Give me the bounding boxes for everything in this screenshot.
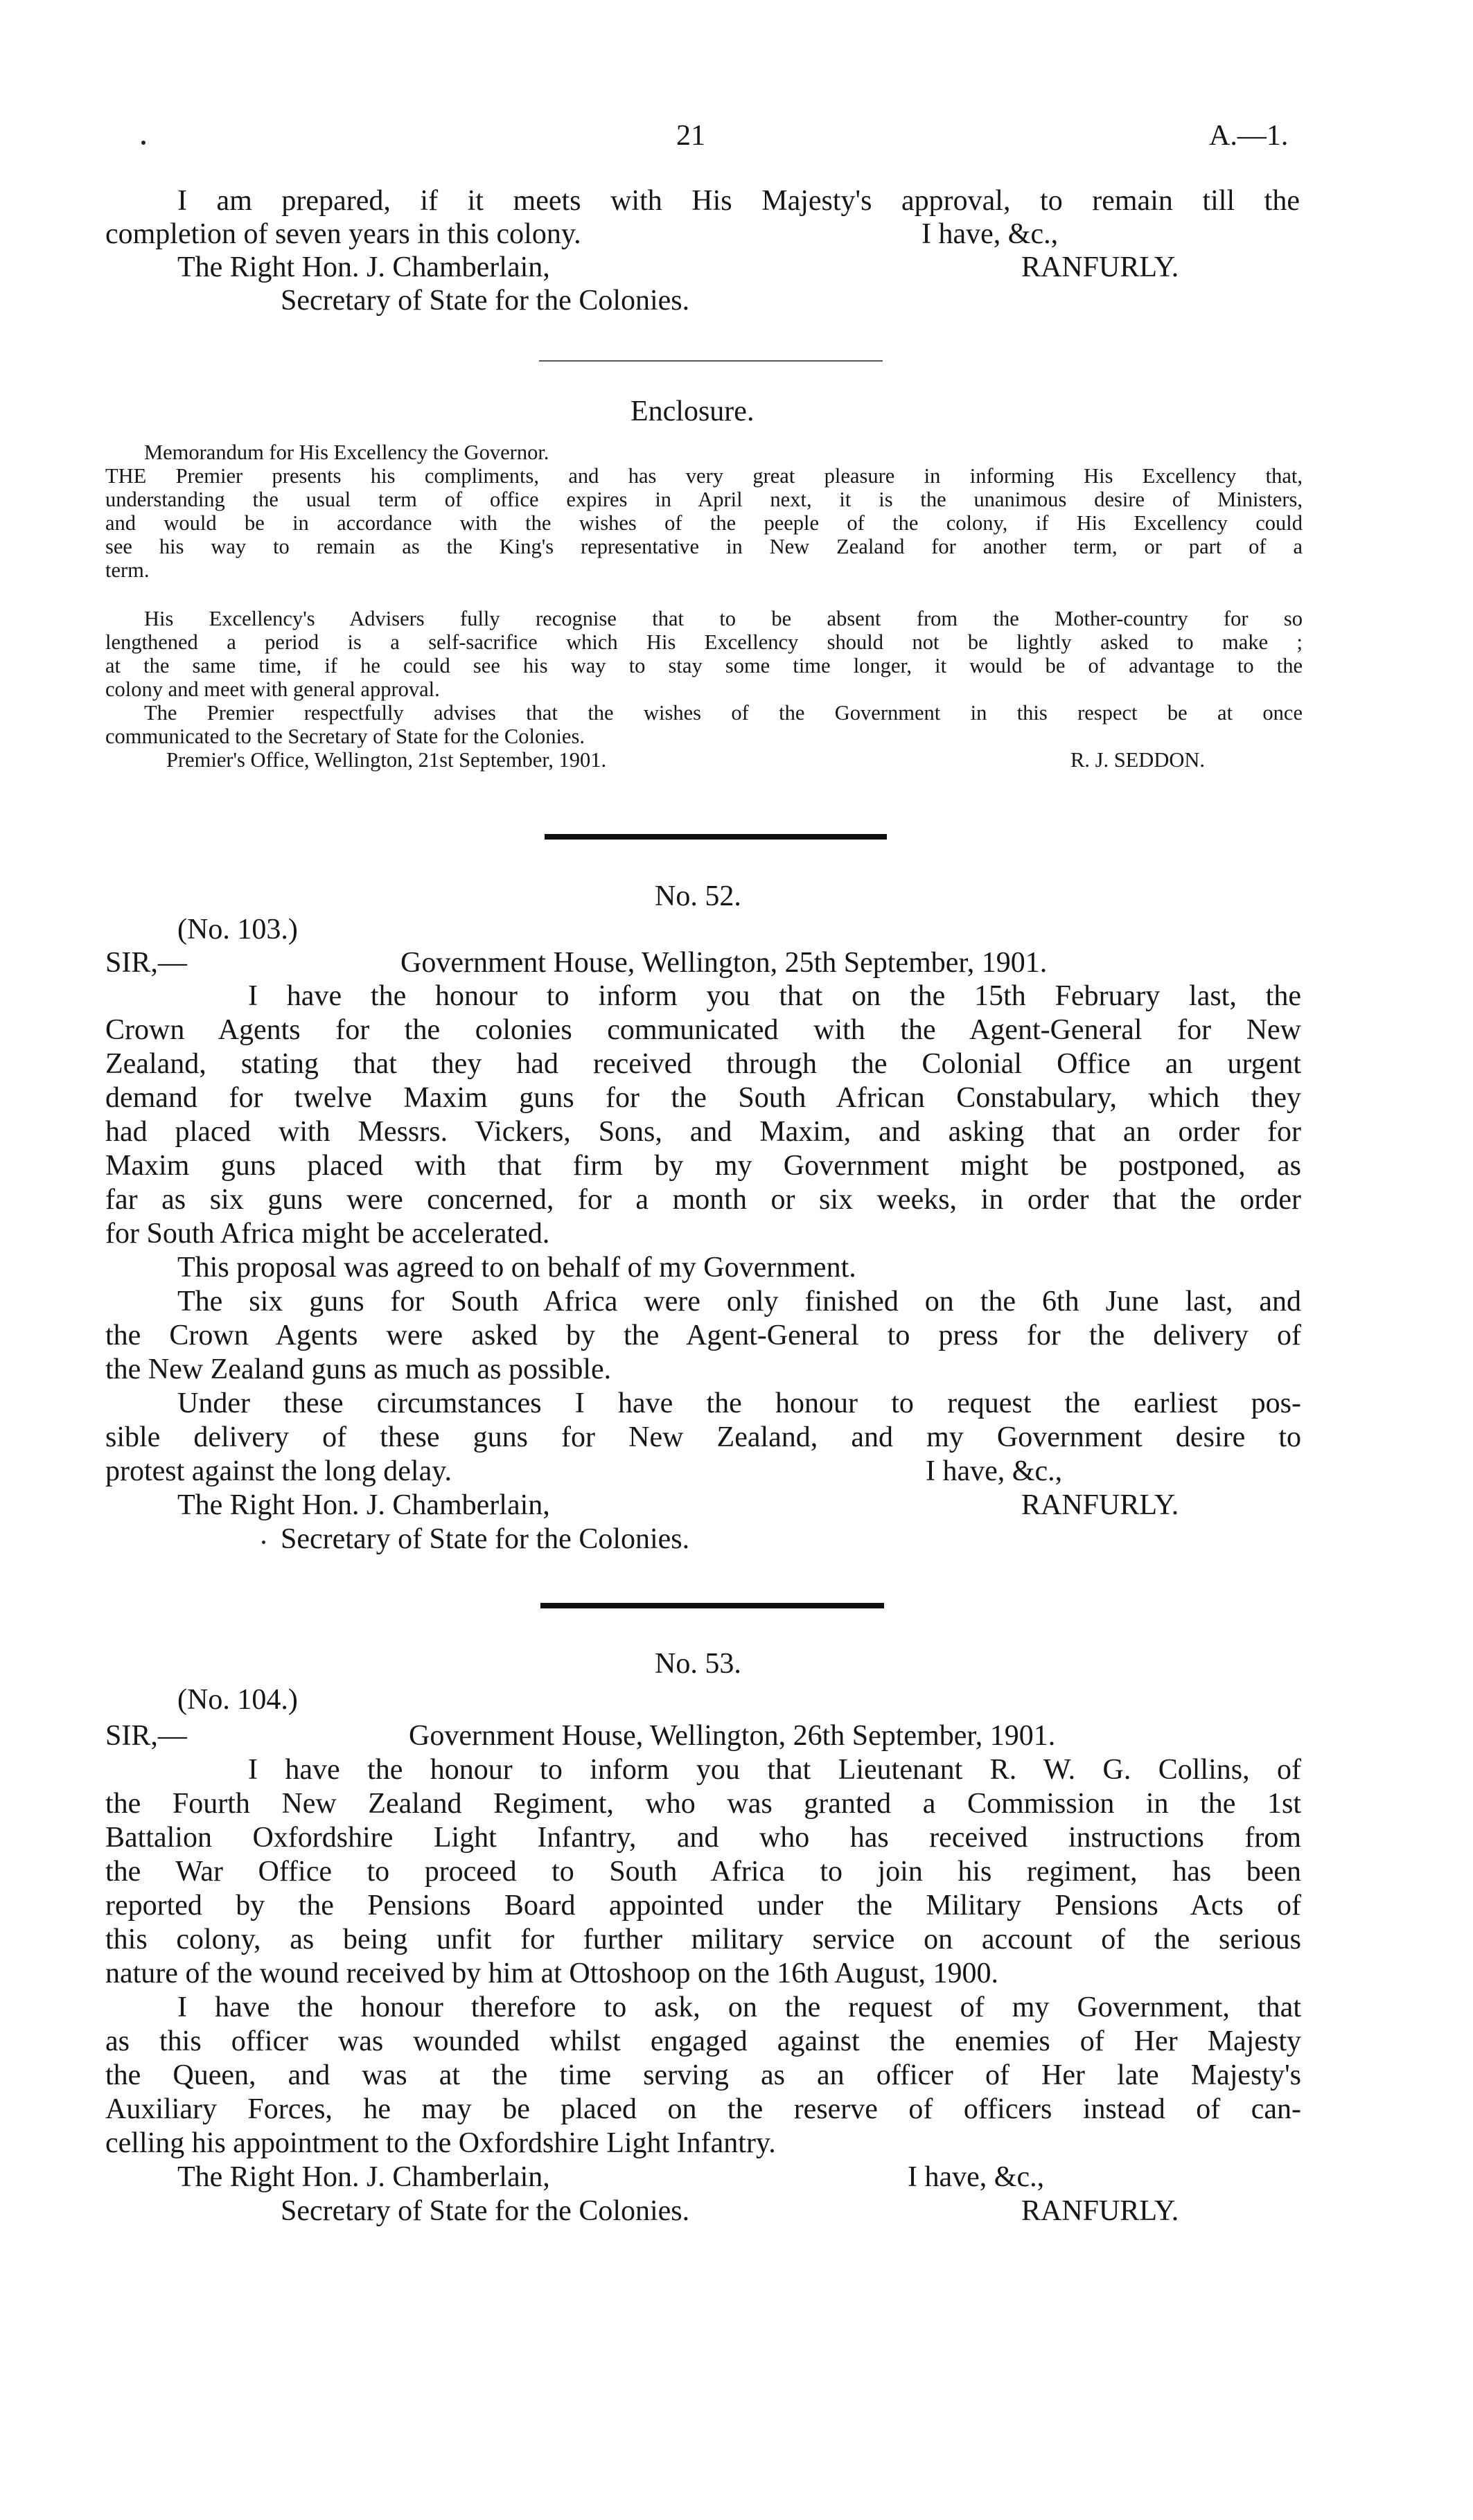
bullet-mark [262, 1541, 265, 1544]
letter-53-line: Auxiliary Forces, he may be placed on the reserve of officers instead of can- [105, 2093, 1301, 2125]
letter-53-line: as this officer was wounded whilst engaged against the enemies of Her Majesty [105, 2025, 1301, 2057]
letter-53-line: nature of the wound received by him at Ottoshoop on the 16th August, 1900. [105, 1958, 998, 1989]
enclosure-signature: R. J. SEDDON. [1070, 748, 1206, 772]
page-number: 21 [676, 120, 705, 152]
letter-53-salutation: SIR,— [105, 1720, 187, 1752]
enclosure-line: His Excellency's Advisers fully recognise that to be absent from the Mother-country for so [144, 607, 1303, 630]
section-divider-thick [540, 1603, 884, 1608]
letter-52-number: No. 52. [655, 880, 741, 912]
letter-52-line: I have the honour to inform you that on the 15th February last, the [248, 980, 1301, 1012]
enclosure-line: see his way to remain as the King's representative in New Zealand for another term, or part of a [105, 535, 1303, 558]
letter-52-ref: (No. 103.) [177, 914, 298, 946]
enclosure-line: communicated to the Secretary of State for the Colonies. [105, 725, 585, 748]
enclosure-line: understanding the usual term of office expires in April next, it is the unanimous desire of Ministers, [105, 488, 1303, 511]
letter-53-signature: RANFURLY. [1021, 2195, 1179, 2227]
letter-53-addressee: The Right Hon. J. Chamberlain, [177, 2161, 550, 2193]
bullet-mark [141, 141, 145, 145]
enclosure-line: The Premier respectfully advises that the wishes of the Government in this respect be at once [144, 701, 1303, 725]
letter-53-line: I have the honour to inform you that Lieutenant R. W. G. Collins, of [248, 1754, 1301, 1786]
letter-53-line: Battalion Oxfordshire Light Infantry, and who has received instructions from [105, 1822, 1301, 1854]
letter-52-line: the Crown Agents were asked by the Agent-General to press for the delivery of [105, 1320, 1301, 1351]
section-divider-thin [539, 360, 883, 362]
letter-52-line: for South Africa might be accelerated. [105, 1218, 550, 1250]
letter-52-addressee-title: Secretary of State for the Colonies. [281, 1523, 690, 1555]
letter-52-salutation: SIR,— [105, 947, 187, 979]
letter-53-line: I have the honour therefore to ask, on the request of my Government, that [177, 1991, 1301, 2023]
enclosure-heading: Enclosure. [630, 396, 755, 427]
letter-52-line: Under these circumstances I have the honour to request the earliest pos- [177, 1387, 1301, 1419]
letter-53-line: celling his appointment to the Oxfordshire Light Infantry. [105, 2127, 776, 2159]
letter-top-addressee-title: Secretary of State for the Colonies. [281, 285, 690, 317]
letter-53-number: No. 53. [655, 1648, 741, 1680]
letter-52-line: Crown Agents for the colonies communicated with the Agent-General for New [105, 1014, 1301, 1046]
letter-53-dateline: Government House, Wellington, 26th September, 1901. [409, 1720, 1056, 1752]
enclosure-line: term. [105, 558, 150, 582]
page-reference: A.—1. [1209, 120, 1289, 152]
section-divider-thick [545, 834, 887, 840]
letter-52-line: protest against the long delay. [105, 1455, 452, 1487]
enclosure-line: at the same time, if he could see his way to stay some time longer, it would be of advantage to the [105, 654, 1303, 677]
memo-title: Memorandum for His Excellency the Governor. [144, 441, 549, 464]
letter-53-line: this colony, as being unfit for further military service on account of the serious [105, 1924, 1301, 1955]
enclosure-line: colony and meet with general approval. [105, 677, 440, 701]
letter-52-dateline: Government House, Wellington, 25th September, 1901. [400, 947, 1048, 979]
letter-53-line: the Queen, and was at the time serving as an officer of Her late Majesty's [105, 2059, 1301, 2091]
letter-top-closing: I have, &c., [921, 218, 1059, 250]
letter-52-line: far as six guns were concerned, for a month or six weeks, in order that the order [105, 1184, 1301, 1216]
letter-53-line: reported by the Pensions Board appointed under the Military Pensions Acts of [105, 1890, 1301, 1922]
letter-52-line: had placed with Messrs. Vickers, Sons, and Maxim, and asking that an order for [105, 1116, 1301, 1148]
enclosure-line: lengthened a period is a self-sacrifice which His Excellency should not be lightly asked to make ; [105, 630, 1303, 654]
letter-53-closing: I have, &c., [908, 2161, 1045, 2193]
letter-53-ref: (No. 104.) [177, 1684, 298, 1716]
letter-top-line-1: I am prepared, if it meets with His Majesty's approval, to remain till the [177, 185, 1300, 217]
letter-52-line: Maxim guns placed with that firm by my Government might be postponed, as [105, 1150, 1301, 1182]
letter-52-line: demand for twelve Maxim guns for the South African Constabulary, which they [105, 1082, 1301, 1114]
enclosure-line: and would be in accordance with the wishes of the peeple of the colony, if His Excellency could [105, 511, 1303, 535]
enclosure-dateline: Premier's Office, Wellington, 21st September, 1901. [166, 748, 607, 772]
letter-top-signature: RANFURLY. [1021, 251, 1179, 283]
letter-53-line: the Fourth New Zealand Regiment, who was granted a Commission in the 1st [105, 1788, 1301, 1820]
letter-52-line: The six guns for South Africa were only finished on the 6th June last, and [177, 1286, 1301, 1317]
letter-53-addressee-title: Secretary of State for the Colonies. [281, 2195, 690, 2227]
letter-52-addressee: The Right Hon. J. Chamberlain, [177, 1489, 550, 1521]
letter-52-line: sible delivery of these guns for New Zealand, and my Government desire to [105, 1421, 1301, 1453]
letter-top-line-2: completion of seven years in this colony. [105, 218, 581, 250]
enclosure-line: THE Premier presents his compliments, and has very great pleasure in informing His Excellency that, [105, 464, 1303, 488]
letter-52-signature: RANFURLY. [1021, 1489, 1179, 1521]
letter-53-line: the War Office to proceed to South Africa to join his regiment, has been [105, 1856, 1301, 1888]
letter-52-closing: I have, &c., [926, 1455, 1063, 1487]
letter-52-paragraph-2: This proposal was agreed to on behalf of my Government. [177, 1252, 856, 1284]
letter-52-line: the New Zealand guns as much as possible. [105, 1354, 612, 1385]
letter-top-addressee: The Right Hon. J. Chamberlain, [177, 251, 550, 283]
letter-52-line: Zealand, stating that they had received through the Colonial Office an urgent [105, 1048, 1301, 1080]
